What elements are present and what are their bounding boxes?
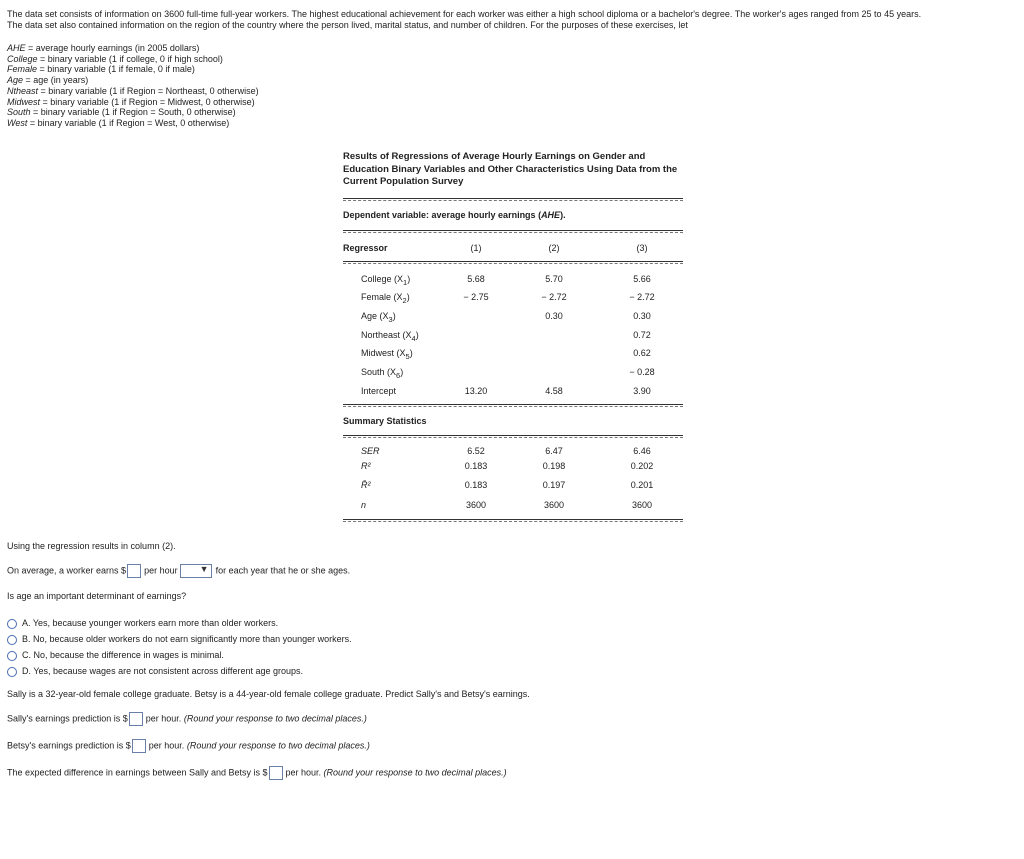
coef-cell: − 2.72 — [629, 292, 655, 302]
summary-cell: 6.47 — [545, 446, 563, 456]
coef-cell: 5.70 — [545, 274, 563, 284]
summary-cell: 6.52 — [467, 446, 485, 456]
regressor-female: Female $(X_2)$ — [361, 292, 410, 305]
summary-cell: 0.201 — [630, 480, 654, 490]
betsy-question: Betsy's earnings prediction is $ per hour. (Round your response to two decimal places.) — [7, 739, 370, 753]
definition-row: College = binary variable (1 if college, 0 if high school) — [7, 53, 223, 64]
earn-question: On average, a worker earns $ per hour ▼ for each year that he or she ages. — [7, 564, 350, 578]
dependent-variable: Dependent variable: average hourly earnings (AHE). — [343, 210, 566, 220]
coef-cell: − 2.75 — [463, 292, 489, 302]
coef-cell: 5.66 — [633, 274, 651, 284]
regressor-intercept: Intercept — [361, 386, 397, 396]
variable-definitions — [7, 43, 259, 129]
radio-icon[interactable] — [7, 651, 17, 661]
sally-earnings-input[interactable] — [129, 712, 143, 726]
coef-cell: 0.30 — [633, 311, 651, 321]
coef-cell: − 2.72 — [541, 292, 567, 302]
divider — [343, 406, 683, 407]
coef-cell: 13.20 — [464, 386, 488, 396]
divider — [343, 232, 683, 233]
direction-dropdown[interactable] — [180, 564, 212, 578]
earn-per-year-input[interactable] — [127, 564, 141, 578]
definition-row: Age = age (in years) — [7, 75, 89, 86]
summary-r2: R² — [361, 461, 371, 471]
radio-icon[interactable] — [7, 667, 17, 677]
summary-cell: 3600 — [631, 500, 653, 510]
column-header: (3) — [636, 243, 648, 253]
intro-line-2: The data set also contained information on the region of the country where the person lived, marital status, and number of children. For the purposes of these exercises, let — [7, 20, 688, 30]
regressor-age: Age $(X_3)$ — [361, 311, 396, 324]
summary-cell: 3600 — [465, 500, 487, 510]
difference-question: The expected difference in earnings between Sally and Betsy is $ per hour. (Round your response to two decimal places.) — [7, 766, 507, 780]
column-header: (2) — [548, 243, 560, 253]
column-header: (1) — [470, 243, 482, 253]
coef-cell: 0.30 — [545, 311, 563, 321]
summary-cell: 0.197 — [542, 480, 566, 490]
definition-row: Ntheast = binary variable (1 if Region = Northeast, 0 otherwise) — [7, 85, 259, 96]
regressor-header: Regressor — [343, 243, 388, 253]
summary-cell: 0.183 — [464, 480, 488, 490]
summary-cell: 0.202 — [630, 461, 654, 471]
using-instruction: Using the regression results in column (2). — [7, 541, 176, 551]
regressor-south: South $(X_6)$ — [361, 367, 404, 380]
definition-row: Midwest = binary variable (1 if Region = Midwest, 0 otherwise) — [7, 96, 255, 107]
divider — [343, 230, 683, 231]
divider — [343, 198, 683, 199]
radio-icon[interactable] — [7, 619, 17, 629]
divider — [343, 261, 683, 262]
definition-row: AHE = average hourly earnings (in 2005 dollars) — [7, 43, 200, 53]
radio-icon[interactable] — [7, 635, 17, 645]
summary-cell: 6.46 — [633, 446, 651, 456]
intro-text — [7, 9, 1017, 31]
summary-adj-r2: R̄² — [361, 480, 371, 490]
summary-n: n — [361, 500, 367, 510]
regressor-college: College $(X_1)$ — [361, 274, 411, 287]
sally-betsy-prompt: Sally is a 32-year-old female college graduate. Betsy is a 44-year-old female college graduate. Predict Sally's and Betsy's earnings. — [7, 689, 530, 699]
divider — [343, 200, 683, 201]
coef-cell: 4.58 — [545, 386, 563, 396]
definition-row: West = binary variable (1 if Region = West, 0 otherwise) — [7, 117, 230, 128]
summary-header: Summary Statistics — [343, 416, 427, 426]
divider — [343, 437, 683, 438]
chevron-down-icon: ▼ — [199, 564, 209, 574]
divider — [343, 404, 683, 405]
regressor-northeast: Northeast $(X_4)$ — [361, 330, 419, 343]
coef-cell: − 0.28 — [629, 367, 655, 377]
importance-question: Is age an important determinant of earnings? — [7, 591, 187, 601]
coef-cell: 0.72 — [633, 330, 651, 340]
option-a[interactable]: A. Yes, because younger workers earn more than older workers. — [7, 618, 278, 629]
coef-cell: 3.90 — [633, 386, 651, 396]
sally-question: Sally's earnings prediction is $ per hour. (Round your response to two decimal places.) — [7, 712, 367, 726]
coef-cell: 5.68 — [467, 274, 485, 284]
summary-cell: 0.198 — [542, 461, 566, 471]
coef-cell: 0.62 — [633, 348, 651, 358]
option-b[interactable]: B. No, because older workers do not earn significantly more than younger workers. — [7, 634, 352, 645]
summary-cell: 0.183 — [464, 461, 488, 471]
divider — [343, 521, 683, 522]
definition-row: South = binary variable (1 if Region = South, 0 otherwise) — [7, 107, 236, 118]
divider — [343, 263, 683, 264]
summary-ser: SER — [361, 446, 380, 456]
table-title: Results of Regressions of Average Hourly Earnings on Gender and Education Binary Variables and Other Characteristics Using Data from the Current Population Survey — [343, 151, 678, 187]
definition-row: Female = binary variable (1 if female, 0 if male) — [7, 64, 195, 75]
divider — [343, 435, 683, 436]
intro-line-1: The data set consists of information on 3600 full-time full-year workers. The highest educational achievement for each worker was either a high school diploma or a bachelor's degree. The worker's ages ranged from 25 to 45 years. — [7, 9, 922, 19]
difference-input[interactable] — [269, 766, 283, 780]
betsy-earnings-input[interactable] — [132, 739, 146, 753]
summary-cell: 3600 — [543, 500, 565, 510]
option-c[interactable]: C. No, because the difference in wages is minimal. — [7, 650, 224, 661]
divider — [343, 519, 683, 520]
option-d[interactable]: D. Yes, because wages are not consistent across different age groups. — [7, 666, 303, 677]
regressor-midwest: Midwest $(X_5)$ — [361, 348, 413, 361]
